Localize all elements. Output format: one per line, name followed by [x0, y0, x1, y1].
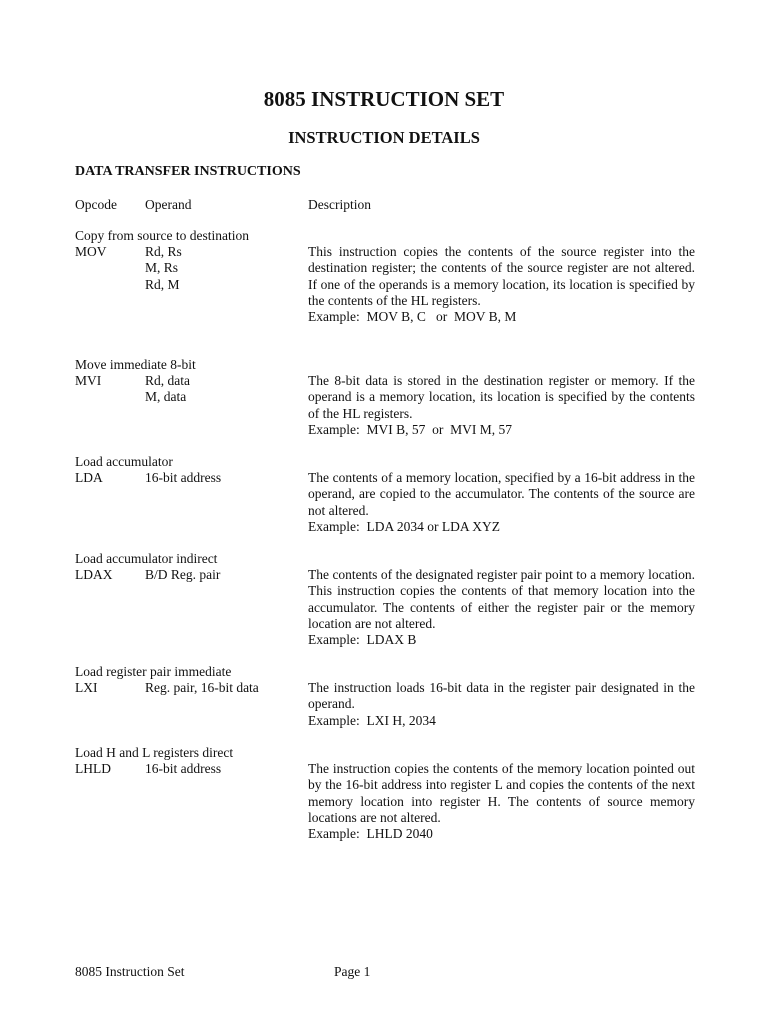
instruction-opcode: LDA [75, 470, 103, 486]
instruction-operands [145, 470, 305, 486]
instruction-entry-lda [75, 454, 695, 535]
footer-page-number: Page 1 [334, 964, 371, 979]
instruction-description: This instruction copies the contents of the source register into the destination register; the contents of the source register are not altered. If one of the operands is a memory location, its location is specified by the contents of the HL registers. [308, 244, 695, 308]
operand: M, data [145, 389, 187, 405]
document-subtitle: INSTRUCTION DETAILS [288, 128, 480, 147]
instruction-opcode: MVI [75, 373, 102, 389]
instruction-description: The 8-bit data is stored in the destination register or memory. If the operand is a memory location, its location is specified by the contents of the HL registers. [308, 373, 695, 421]
instruction-opcode: LHLD [75, 761, 111, 777]
instruction-category: Load accumulator [75, 454, 173, 469]
column-headers [75, 196, 695, 214]
instruction-entry-ldax [75, 551, 695, 648]
instruction-operands [145, 244, 305, 293]
instruction-opcode: LXI [75, 680, 98, 696]
instruction-example: Example: MOV B, C or MOV B, M [308, 309, 517, 325]
instruction-opcode: LDAX [75, 567, 113, 583]
instruction-category: Load H and L registers direct [75, 745, 234, 760]
column-header-opcode: Opcode [75, 197, 117, 212]
instruction-category: Copy from source to destination [75, 228, 249, 243]
instruction-example: Example: LXI H, 2034 [308, 712, 436, 728]
instruction-example: Example: MVI B, 57 or MVI M, 57 [308, 421, 512, 437]
instruction-description: The instruction loads 16-bit data in the register pair designated in the operand. [308, 680, 695, 712]
operand: Rd, M [145, 276, 180, 292]
instruction-description: The instruction copies the contents of the memory location pointed out by the 16-bit address into register L and copies the contents of the next memory location into register H. The contents of source memory locations are not altered. [308, 761, 695, 825]
document-title: 8085 INSTRUCTION SET [263, 87, 505, 111]
instruction-category: Load register pair immediate [75, 664, 232, 679]
instruction-entry-lxi [75, 664, 695, 729]
footer-document-name: 8085 Instruction Set [75, 964, 185, 979]
instruction-operands [145, 761, 305, 777]
instruction-description-block [308, 680, 695, 729]
instruction-operands [145, 680, 305, 696]
operand: Reg. pair, 16-bit data [145, 680, 259, 696]
operand: M, Rs [145, 260, 179, 276]
instruction-description-block [308, 373, 695, 438]
instruction-example: Example: LHLD 2040 [308, 826, 433, 842]
instruction-description: The contents of the designated register pair point to a memory location. This instruction copies the contents of that memory location into the accumulator. The contents of either the register pair or the memory location are not altered. [308, 567, 695, 631]
instruction-example: Example: LDA 2034 or LDA XYZ [308, 518, 500, 534]
instruction-entry-lhld [75, 745, 695, 842]
section-heading: DATA TRANSFER INSTRUCTIONS [75, 164, 301, 179]
instruction-operands [145, 567, 305, 583]
instruction-description-block [308, 244, 695, 325]
instruction-description-block [308, 470, 695, 535]
instruction-description: The contents of a memory location, specified by a 16-bit address in the operand, are copied to the accumulator. The contents of the source are not altered. [308, 470, 695, 518]
operand: Rd, data [145, 373, 190, 389]
operand: Rd, Rs [145, 244, 182, 260]
operand: 16-bit address [145, 470, 222, 486]
operand: 16-bit address [145, 761, 222, 777]
operand: B/D Reg. pair [145, 567, 221, 583]
page-footer [75, 963, 695, 981]
column-header-description: Description [308, 197, 371, 212]
instruction-operands [145, 373, 305, 405]
instruction-entry-mvi [75, 357, 695, 438]
instruction-description-block [308, 567, 695, 648]
instruction-category: Move immediate 8-bit [75, 357, 196, 372]
instruction-opcode: MOV [75, 244, 107, 260]
instruction-example: Example: LDAX B [308, 632, 417, 648]
instruction-category: Load accumulator indirect [75, 551, 218, 566]
instruction-description-block [308, 761, 695, 842]
column-header-operand: Operand [145, 197, 192, 212]
instruction-entry-mov [75, 228, 695, 325]
